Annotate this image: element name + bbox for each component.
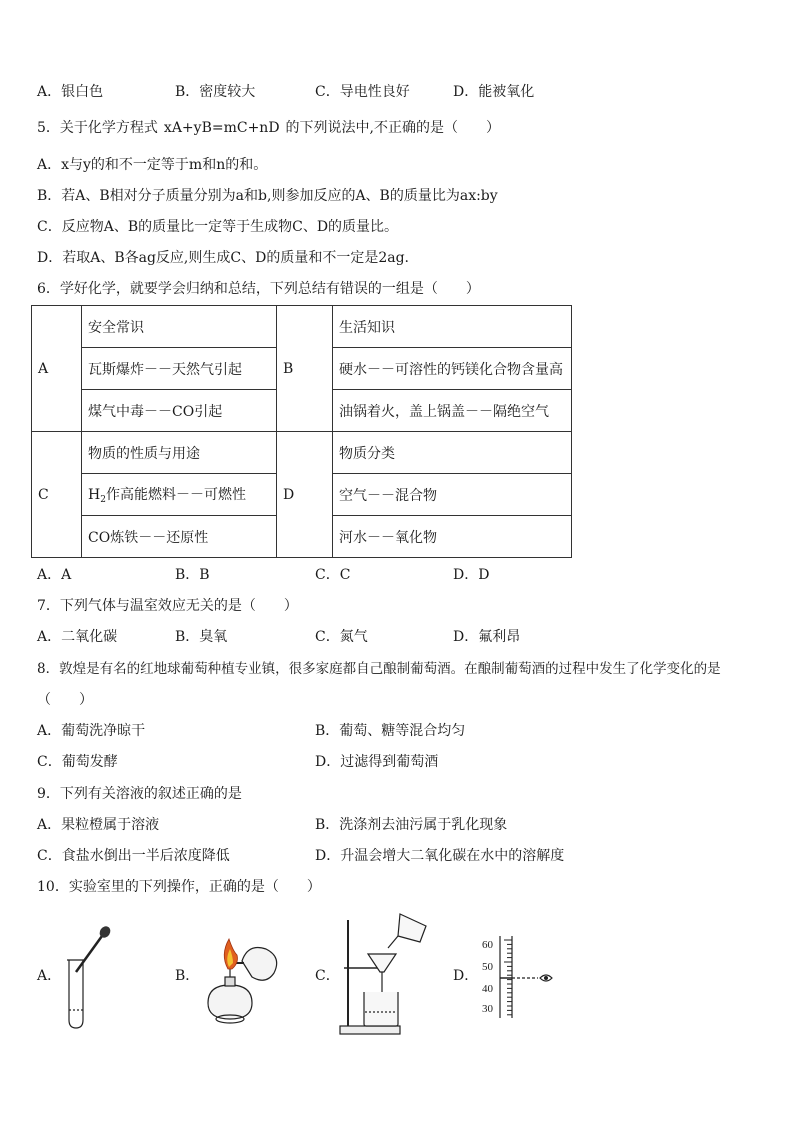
q5-suffix: 的下列说法中,不正确的是（ ） — [285, 120, 500, 136]
q7-option-b: B．臭氧 — [175, 629, 228, 645]
q7-option-a: A．二氧化碳 — [37, 629, 118, 645]
group-d-label: D — [277, 432, 333, 558]
group-a-item-1: 瓦斯爆炸－－天然气引起 — [82, 348, 277, 390]
group-a-item-2: 煤气中毒－－CO引起 — [82, 390, 277, 432]
q6-stem: 6．学好化学，就要学会归纳和总结，下列总结有错误的一组是（ ） — [37, 281, 480, 297]
group-a-label: A — [32, 306, 82, 432]
q6-option-a: A．A — [37, 567, 72, 583]
q9-option-d: D．升温会增大二氧化碳在水中的溶解度 — [315, 848, 565, 864]
q9-option-c: C．食盐水倒出一半后浓度降低 — [37, 848, 230, 864]
q6-option-c: C．C — [315, 567, 351, 583]
group-b-item-1: 硬水－－可溶性的钙镁化合物含量高 — [333, 348, 572, 390]
h2-formula: $H_2$ — [88, 487, 106, 505]
q4-option-a: A．银白色 — [37, 84, 104, 100]
group-d-item-2: 河水－－氧化物 — [333, 516, 572, 558]
q5-option-a: A．x与y的和不一定等于m和n的和。 — [37, 157, 268, 173]
q10-option-d: D． — [453, 968, 479, 984]
q5-option-c: C．反应物A、B的质量比一定等于生成物C、D的质量比。 — [37, 219, 399, 235]
q6-option-b: B．B — [175, 567, 210, 583]
group-c-label: C — [32, 432, 82, 558]
q5-stem — [37, 118, 500, 138]
q6-summary-table — [31, 305, 572, 558]
q9-option-a: A．果粒橙属于溶液 — [37, 817, 160, 833]
tick-label-30: 30 — [482, 1003, 493, 1015]
q5-option-d: D．若取A、B各ag反应,则生成C、D的质量和不一定是2ag. — [37, 250, 409, 266]
q10-option-c: C． — [315, 968, 340, 984]
q4-option-c: C．导电性良好 — [315, 84, 410, 100]
filtration-setup-figure — [338, 912, 438, 1036]
q10-option-a: A． — [37, 968, 62, 984]
tick-label-50: 50 — [482, 961, 493, 973]
group-b-item-2: 油锅着火，盖上锅盖－－隔绝空气 — [333, 390, 572, 432]
q10-stem: 10．实验室里的下列操作，正确的是（ ） — [37, 879, 321, 895]
graduated-cylinder-figure — [478, 934, 562, 1020]
q8-option-a: A．葡萄洗净晾干 — [37, 723, 146, 739]
q7-stem: 7．下列气体与温室效应无关的是（ ） — [37, 598, 298, 614]
q5-option-b: B．若A、B相对分子质量分别为a和b,则参加反应的A、B的质量比为ax:by — [37, 188, 498, 204]
q8-option-d: D．过滤得到葡萄酒 — [315, 754, 439, 770]
group-c-heading: 物质的性质与用途 — [82, 432, 277, 474]
group-a-heading: 安全常识 — [82, 306, 277, 348]
group-c-item-2: CO炼铁－－还原性 — [82, 516, 277, 558]
tick-label-60: 60 — [482, 939, 493, 951]
group-b-label: B — [277, 306, 333, 432]
tick-label-40: 40 — [482, 983, 493, 995]
q8-paren: （ ） — [37, 692, 93, 708]
group-c-item-1: $H_2$作高能燃料－－可燃性 — [82, 474, 277, 516]
q7-option-d: D．氟利昂 — [453, 629, 521, 645]
q10-option-b: B． — [175, 968, 200, 984]
q8-option-c: C．葡萄发酵 — [37, 754, 118, 770]
q8-option-b: B．葡萄、糖等混合均匀 — [315, 723, 466, 739]
q9-option-b: B．洗涤剂去油污属于乳化现象 — [315, 817, 508, 833]
q4-option-b: B．密度较大 — [175, 84, 256, 100]
q4-option-d: D．能被氧化 — [453, 84, 535, 100]
q8-stem: 8．敦煌是有名的红地球葡萄种植专业镇，很多家庭都自己酿制葡萄酒。在酿制葡萄酒的过程中发生了化学变化的是 — [37, 661, 721, 677]
alcohol-lamp-figure — [200, 933, 285, 1025]
q9-stem: 9．下列有关溶液的叙述正确的是 — [37, 786, 242, 802]
q6-option-d: D．D — [453, 567, 490, 583]
q7-option-c: C．氮气 — [315, 629, 368, 645]
group-d-heading: 物质分类 — [333, 432, 572, 474]
test-tube-dropper-figure — [62, 924, 114, 1030]
q5-equation: xA+yB=mC+nD — [163, 120, 280, 136]
group-d-item-1: 空气－－混合物 — [333, 474, 572, 516]
group-b-heading: 生活知识 — [333, 306, 572, 348]
q5-prefix: 5．关于化学方程式 — [37, 120, 158, 136]
